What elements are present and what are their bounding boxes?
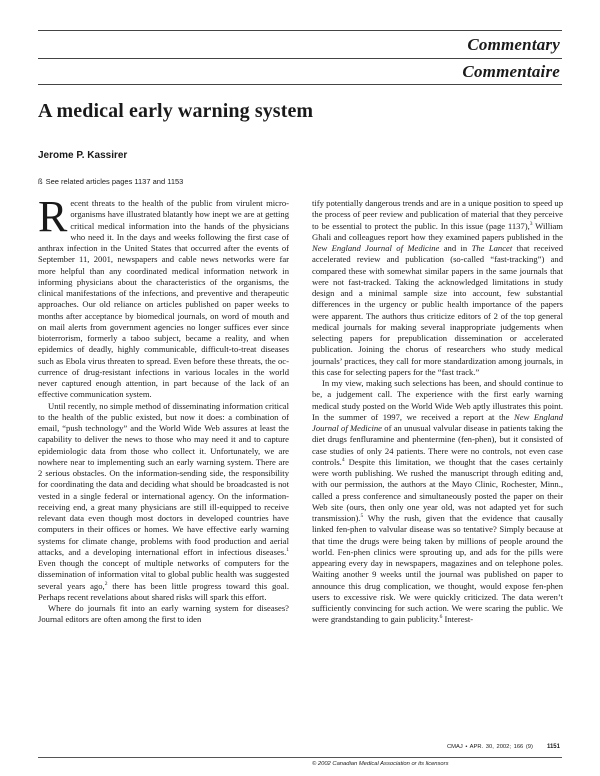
see-related-icon: ß xyxy=(38,177,43,186)
article-author: Jerome P. Kassirer xyxy=(38,150,128,161)
article-title: A medical early warning system xyxy=(38,100,314,122)
body-paragraph: In my view, making such selections has been, and should continue to be, a judgement call. The experience with the first early warning medical study posted on the World Wide Web aptly illustrates this point. In the summer of 1997, we received a report at the New England Journal of Medicine of an unusual valvular disease in patients taking the diet drugs fenfluramine and phentermine (fen-phen), but it consisted of case studies of only 24 patients. There were no controls, not even case controls.$^4$ Despite this limitation, we thought that the cases certainly were worth publishing. We rushed the manuscript through editing and, with our permission, the authors at the Mayo Clinic, Rochester, Minn., called a press conference and simultaneously posted the paper on their Web site (ours, then only one year old, was not adapted yet for such transmission).$^5$ Why the rush, given that the evidence that causally linked fen-phen to valvular disease was so tentative? Simply because at that time the drugs were being taken by millions of people around the world. Fen-phen clinics were sprouting up, and ads for the pills were appearing every day in newspapers, magazines and on telephone poles. Waiting another 9 weeks until the journal was published on paper to announce this drug complication, we thought, would expose fen-phen users to excessive risk. We were quickly criticized. The data weren’t sufficiently convincing for such action. We were scaring the public. We were grandstanding to gain publicity.$^6$ Interest- xyxy=(312,378,563,625)
footer-citation xyxy=(447,744,560,750)
header-middle-rule xyxy=(38,58,562,59)
body-paragraph: Where do journals fit into an early warning system for diseases? Journal editors are often among the first to iden xyxy=(38,603,289,625)
related-articles-text[interactable]: See related articles pages 1137 and 1153 xyxy=(45,177,184,186)
copyright-notice: © 2002 Canadian Medical Association or its licensors xyxy=(312,761,449,767)
related-articles-note xyxy=(38,177,183,186)
body-paragraph: Recent threats to the health of the public from virulent micro-organisms have illustrated blatantly how inept we are at getting critical medical information into the hands of the physicians who need it. In the days and weeks following the first case of anthrax infection in the United States that occurred after the events of September 11, 2001, newspapers and cable news networks were far more helpful than any coordinated medical information network in informing physicians about the characteristics of the organisms, the clinical manifestations of the infections, and preventive and therapeutic approaches. Our old reliance on articles published on paper weeks to months after acceptance by biomedical journals, on word of mouth and on mail alerts from government agencies no longer suffices ever since bioterrorism, formerly a taboo subject, became a reality, and when epidemics of deadly, highly communicable, difficult-to-treat diseases such as Ebola virus threaten to spread. Even before these threats, the occurrence of drug-resistant infections in various locales in the world never captured enough attention, in part because of the lack of an effective communication system. xyxy=(38,192,289,400)
body-paragraph: tify potentially dangerous trends and are in a unique position to speed up the process of peer review and publication of material that they perceive to be essential to protect the public. In this issue (page 1137),$^3$ William Ghali and colleagues report how they examined papers published in the New England Journal of Medicine and in The Lancet that received accelerated review and publication (so-called “fast-tracking”) and compared these with somewhat similar papers in the same journals that were not fast-tracked. Taking the acknowledged limitations in study design and a minimal sample size into account, few substantial differences in the urgency or public health importance of the papers were apparent. The authors thus criticize editors of 2 of the top general medical journals for making several inappropriate judgements when selecting papers for prepublication dissemination or accelerated publication. Joining the chorus of researchers who study medical journals’ practices, they call for more standardization among journals, in this case for selecting papers for the “fast track.” xyxy=(312,198,563,377)
header-top-rule xyxy=(38,30,562,31)
header-bottom-rule xyxy=(38,84,562,85)
body-paragraph: Until recently, no simple method of disseminating information critical to the health of the public existed, but now it does: a combination of email, “push technology” and the World Wide Web assures at least the capability to deliver the news to those who may need it and to capture epidemiologic data from those who collect it. Unfortunately, we are nowhere near to implementing such an early warning system. There are 2 serious obstacles. On the information-sending side, the responsibility for coordinating the data and deciding what should be broadcasted is not vested in a single federal or international agency. On the information-receiving end, a great many physicians are still ill-equipped to receive relevant data even though most doctors in developed countries have computers in their offices or homes. We have effective early warning systems for climate change, problems with food production and aerial attacks, and a developing international effort in infectious diseases.$^1$ Even though the concept of multiple networks of computers for the dissemination of information vital to global public health was suggested several years ago,$^2$ there has been little progress toward this goal. Perhaps recent revelations about shared risks will spark this effort. xyxy=(38,400,289,602)
section-label-french: Commentaire xyxy=(462,62,560,81)
journal-citation: CMAJ • APR. 30, 2002; 166 (9) xyxy=(446,744,533,750)
section-label-english: Commentary xyxy=(467,35,560,54)
page-number: 1151 xyxy=(546,744,560,750)
body-column-right xyxy=(312,198,563,626)
footer-rule xyxy=(38,757,562,758)
drop-cap: R xyxy=(38,192,68,241)
body-column-left xyxy=(38,192,289,626)
